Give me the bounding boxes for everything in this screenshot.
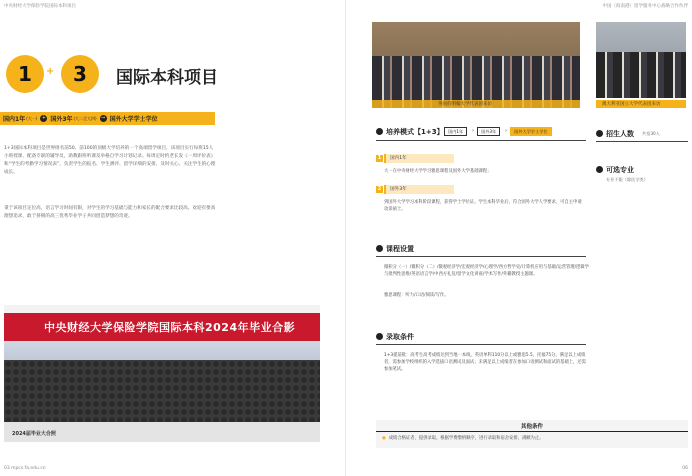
step1-label: 国内1年 bbox=[384, 154, 454, 163]
path-abroad-note: (大二至大四) bbox=[73, 115, 97, 121]
major-note: 专业不限（除医学类） bbox=[606, 177, 648, 182]
course-divider bbox=[376, 256, 586, 257]
other-text: 成绩合格证者，提供录取。根据学费缴纳顺序，进行录取和宿舍安排，满额为止。 bbox=[388, 436, 544, 441]
left-page-header: 中央财经大学保险学院国际本科项目 bbox=[4, 4, 76, 9]
right-page-header: 中国（海南港）留学服务中心战略合作伙伴 bbox=[602, 4, 688, 9]
admission-text: 1+3提前批：高考生高考成绩达到当地一本线，英语单科110分以上或雅思5.5、托福75分。满足以上成绩者，需参加学校组织的入学选拔口语测试及面试；未满足以上成绩者在参加口语测试和面试的基础上，还需参加笔试。 bbox=[384, 353, 586, 372]
requirement-paragraph: 秉于该项目定位高，语言学习时间有限，对学生的学习基础与能力和家长的配合要求比较高。欢迎有要高理想追求，敢于挤拥的高三优秀毕业学子共同创造梦想的奇迹。 bbox=[4, 206, 216, 219]
graduation-banner bbox=[4, 313, 320, 341]
pill-domestic: 国内1年 bbox=[444, 127, 467, 136]
arrow-icon: › bbox=[472, 128, 474, 134]
other-title: 其他条件 bbox=[520, 424, 543, 430]
arrow-dot-icon: → bbox=[101, 115, 106, 121]
step2-label: 国外3年 bbox=[384, 185, 454, 194]
major-section-icon bbox=[596, 166, 603, 173]
birmingham-visit-photo bbox=[372, 22, 580, 108]
admission-section-icon bbox=[376, 333, 383, 340]
step2-text: 到国外大学学习本科阶段课程，获得学士学位证。学生本科毕业后，符合国外大学人学要求，可自主申请攻读硕士。 bbox=[384, 200, 582, 212]
training-section-icon bbox=[376, 128, 383, 135]
path-domestic: 国内1年 bbox=[3, 116, 26, 123]
course-ielts: 雅思课程：听力/口语/阅读/写作。 bbox=[384, 293, 449, 298]
arrow-icon: › bbox=[505, 128, 507, 134]
step2-number: 2 bbox=[377, 186, 382, 192]
enroll-title: 招生人数 bbox=[606, 130, 634, 138]
other-divider bbox=[376, 431, 688, 432]
hero-number-1: 1 bbox=[6, 55, 44, 93]
path-abroad: 国外3年 bbox=[50, 116, 73, 123]
pill-degree: 国外大学学士学位 bbox=[510, 127, 552, 136]
enroll-note: 共招30人 bbox=[642, 131, 660, 136]
hero-number-3: 3 bbox=[61, 55, 99, 93]
graduation-banner-text: 中央财经大学保险学院国际本科2024年毕业合影 bbox=[44, 321, 296, 334]
program-path-bar bbox=[0, 112, 215, 125]
graduation-photo bbox=[4, 305, 320, 442]
right-page bbox=[346, 0, 692, 476]
admission-divider bbox=[376, 344, 586, 345]
major-title: 可选专业 bbox=[606, 166, 634, 174]
intro-paragraph: 1+3国际本科项目是世界排名前50、前100的顶级大学培养的一个高端留学项目，该项目实行每班15人小班授课，配备专职的辅导员，助教跟班听课及举格自学习计划记录。每周定时约老长发《一周评价表》和“学生的考勤学习情况表”，负责学生的报名、学生测评、留学详细的安排，及时关心、关注学生的心理成长。 bbox=[4, 146, 216, 175]
enroll-section-icon bbox=[596, 130, 603, 137]
training-title: 培养模式【1+3】 bbox=[386, 128, 444, 136]
course-text: 微积分（一）/微积分（二）/微观经济学/宏观经济学/心理学/西方哲学史/计算机应用与基础/运营管理/逻辑学与批判性思维/英语语言学/中西方礼仪/留学文化讲座/学术写作/外籍教授主题课。 bbox=[384, 265, 589, 277]
graduation-photo-caption: 2024届毕业大合照 bbox=[12, 431, 56, 437]
step1-text: 大一在中央财经大学学习雅思课程及国外大学基础课程； bbox=[384, 169, 492, 174]
right-page-footer: 06 bbox=[682, 466, 688, 471]
other-conditions-box bbox=[376, 420, 688, 448]
plus-dot-icon: + bbox=[41, 115, 46, 121]
graduates-crowd bbox=[4, 360, 320, 422]
anu-visit-photo bbox=[596, 22, 686, 98]
bullet-icon: ● bbox=[382, 436, 386, 441]
left-page-footer: 03 mpcs.fa.edu.cn bbox=[4, 466, 46, 471]
step1-number: 1 bbox=[377, 155, 382, 161]
pill-abroad: 国外3年 bbox=[477, 127, 500, 136]
path-degree: 国外大学学士学位 bbox=[109, 116, 158, 123]
hero bbox=[6, 55, 226, 95]
course-section-icon bbox=[376, 245, 383, 252]
admission-title: 录取条件 bbox=[386, 333, 414, 341]
path-domestic-note: (大一) bbox=[26, 115, 38, 121]
photo1-caption: 英国伯明翰大学代表团来访 bbox=[438, 102, 492, 107]
enroll-divider bbox=[596, 141, 688, 142]
course-title: 课程设置 bbox=[386, 245, 414, 253]
training-divider bbox=[376, 140, 586, 141]
other-text-row bbox=[382, 435, 543, 441]
hero-plus: + bbox=[46, 66, 55, 77]
photo2-caption: 澳大利亚国立大学代表团来访 bbox=[602, 102, 661, 107]
hero-title: 国际本科项目 bbox=[116, 68, 218, 88]
